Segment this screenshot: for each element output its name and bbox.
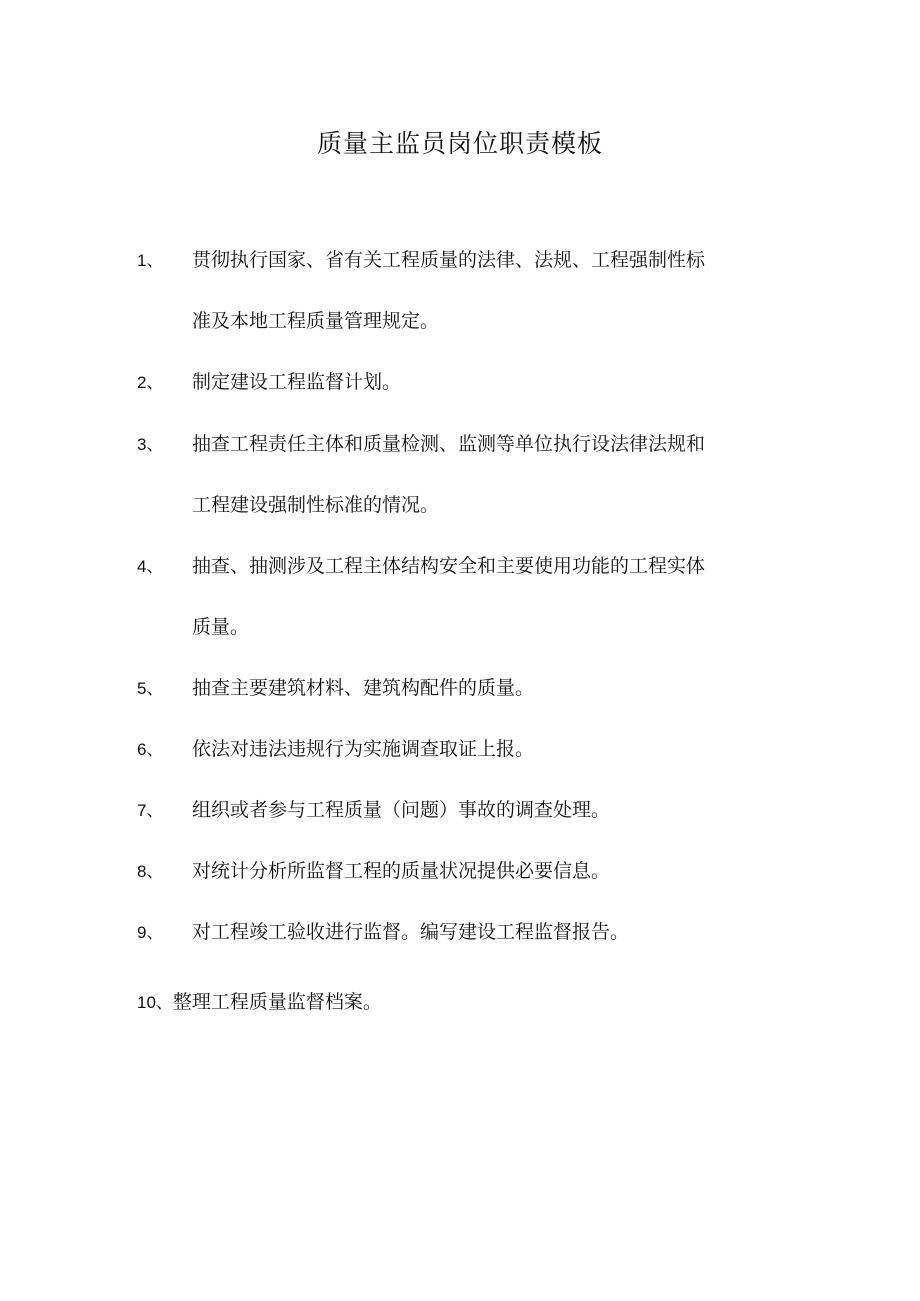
- list-item: [137, 990, 382, 1015]
- item-text-line: 贯彻执行国家、省有关工程质量的法律、法规、工程强制性标: [192, 249, 706, 271]
- item-number: 2、: [137, 373, 164, 392]
- item-number: 9、: [137, 923, 164, 942]
- item-number: 8、: [137, 862, 164, 881]
- item-text-line: 对统计分析所监督工程的质量状况提供必要信息。: [192, 860, 611, 882]
- item-text-line: 依法对违法违规行为实施调查取证上报。: [192, 738, 535, 760]
- item-number: 10、: [137, 993, 173, 1012]
- item-text-line: 组织或者参与工程质量（问题）事故的调查处理。: [192, 799, 611, 821]
- item-text-line: 抽查、抽测涉及工程主体结构安全和主要使用功能的工程实体: [192, 555, 706, 577]
- item-text-line: 制定建设工程监督计划。: [192, 371, 402, 393]
- item-text-line: 工程建设强制性标准的情况。: [192, 494, 440, 516]
- item-text-line: 质量。: [192, 616, 250, 638]
- item-number: 3、: [137, 435, 164, 454]
- item-number: 7、: [137, 801, 164, 820]
- item-number: 1、: [137, 251, 164, 270]
- document-title: 质量主监员岗位职责模板: [316, 129, 603, 158]
- item-number: 4、: [137, 557, 164, 576]
- item-text-line: 准及本地工程质量管理规定。: [192, 310, 440, 332]
- item-text-line: 抽查工程责任主体和质量检测、监测等单位执行设法律法规和: [192, 433, 706, 455]
- item-text-line: 整理工程质量监督档案。: [172, 991, 382, 1013]
- item-text-line: 抽查主要建筑材料、建筑构配件的质量。: [192, 677, 535, 699]
- item-text-line: 对工程竣工验收进行监督。编写建设工程监督报告。: [192, 921, 630, 943]
- item-number: 6、: [137, 740, 164, 759]
- item-number: 5、: [137, 679, 164, 698]
